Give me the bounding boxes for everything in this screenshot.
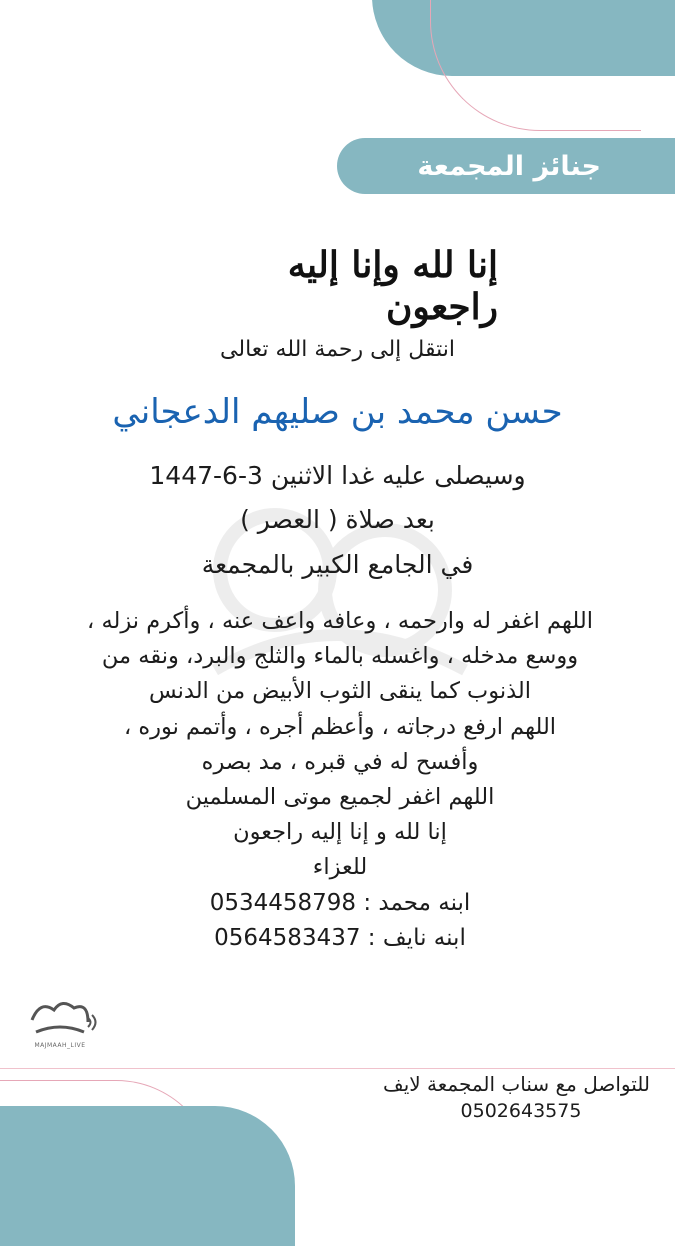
announcement-subtitle: انتقل إلى رحمة الله تعالى [220,337,455,362]
prayer-location: في الجامع الكبير بالمجمعة [201,550,474,579]
top-decor-ring [430,0,641,131]
logo-caption: MAJMAAH_LIVE [34,1042,86,1049]
supplication-line: اللهم اغفر لجميع موتى المسلمين [185,784,495,811]
supplication-line: وأفسح له في قبره ، مد بصره [201,748,479,775]
bottom-divider-line [0,1068,675,1069]
snap-contact-label: للتواصل مع سناب المجمعة لايف [382,1072,650,1096]
condolences-label: للعزاء [312,854,368,881]
header-banner [337,138,675,194]
supplication-block [60,604,620,956]
header-title: جنائز المجمعة [417,150,601,182]
condolence-contact: ابنه نايف : 0564583437 [214,924,466,951]
supplication-line: ووسع مدخله ، واغسله بالماء والثلج والبرد، ونقه من [101,643,579,670]
supplication-line: اللهم اغفر له وارحمه ، وعافه واعف عنه ، وأكرم نزله ، [87,608,593,634]
majmaah-live-logo-icon [22,992,98,1048]
supplication-line: إنا لله و إنا إليه راجعون [233,819,447,846]
supplication-line: الذنوب كما ينقى الثوب الأبيض من الدنس [148,678,532,705]
after-prayer: بعد صلاة ( العصر ) [240,505,435,534]
supplication-line: اللهم ارفع درجاته ، وأعظم أجره ، وأتمم نوره ، [123,713,557,740]
snap-contact-phone: 0502643575 [460,1100,582,1122]
prayer-time: وسيصلى عليه غدا الاثنين 3-6-1447 [149,461,526,490]
bottom-decor-shape [0,1106,295,1246]
calligraphy-verse: إنا لله وإنا إليه راجعون [287,244,498,328]
condolence-contact: ابنه محمد : 0534458798 [209,889,471,916]
deceased-name: حسن محمد بن صليهم الدعجاني [112,392,563,432]
